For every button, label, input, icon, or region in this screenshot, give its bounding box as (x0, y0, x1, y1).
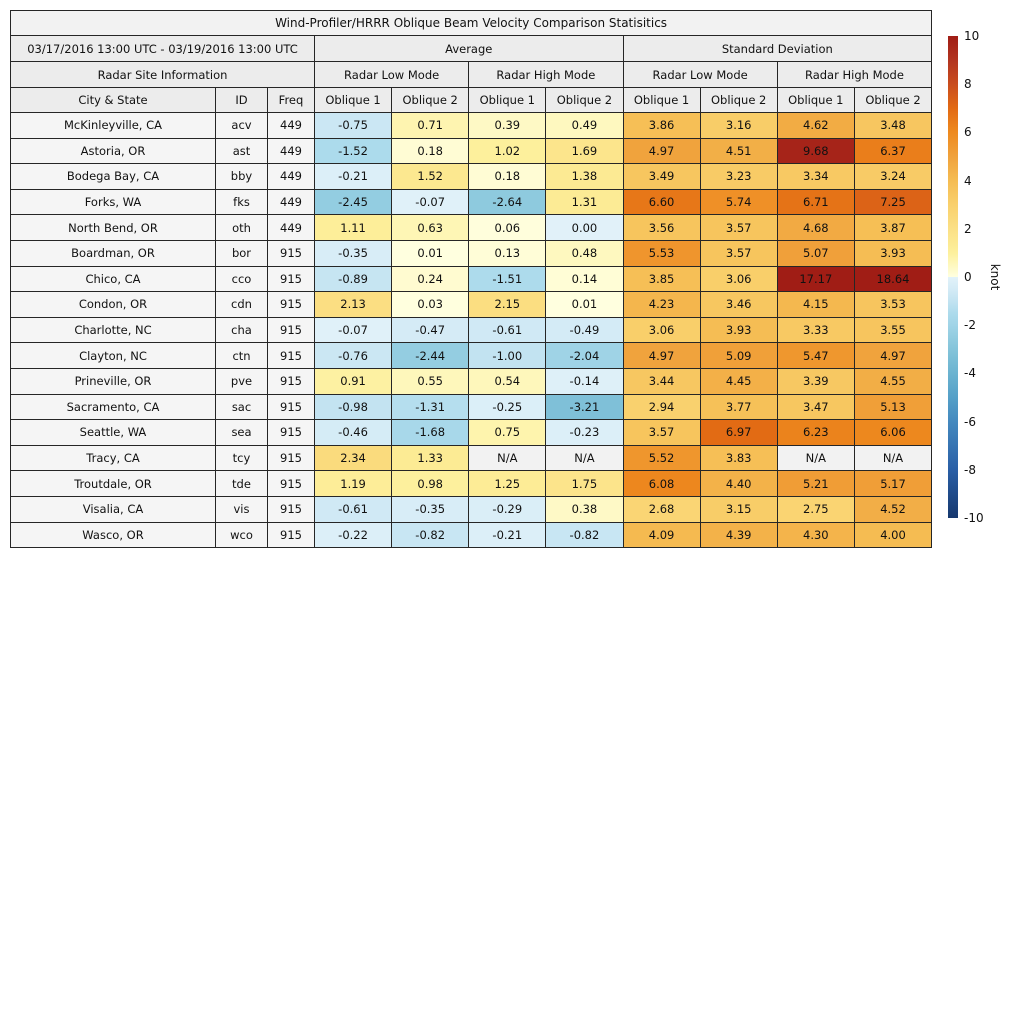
value-cell: 18.64 (854, 266, 931, 292)
value-cell: 3.57 (700, 215, 777, 241)
value-cell: 1.38 (546, 164, 623, 190)
site-city: Boardman, OR (11, 240, 216, 266)
statistics-table-wrapper (10, 10, 931, 548)
value-cell: 1.11 (315, 215, 392, 241)
value-cell: 2.13 (315, 292, 392, 318)
value-cell: 2.34 (315, 445, 392, 471)
site-city: Sacramento, CA (11, 394, 216, 420)
value-cell: 2.94 (623, 394, 700, 420)
value-cell: 4.52 (854, 496, 931, 522)
site-freq: 915 (268, 343, 315, 369)
value-cell: 4.97 (854, 343, 931, 369)
value-cell: 6.97 (700, 420, 777, 446)
site-id: cdn (216, 292, 268, 318)
value-cell: 2.15 (469, 292, 546, 318)
colorbar-tick-label: -6 (964, 414, 976, 429)
site-id: fks (216, 189, 268, 215)
site-id: bor (216, 240, 268, 266)
site-city: Wasco, OR (11, 522, 216, 548)
value-cell: -0.35 (392, 496, 469, 522)
site-city: Condon, OR (11, 292, 216, 318)
colorbar-tick-label: -4 (964, 366, 976, 381)
site-city: Forks, WA (11, 189, 216, 215)
value-cell: -0.61 (315, 496, 392, 522)
value-cell: 17.17 (777, 266, 854, 292)
value-cell: 4.09 (623, 522, 700, 548)
value-cell: 0.13 (469, 240, 546, 266)
value-cell: 1.02 (469, 138, 546, 164)
value-cell: -0.89 (315, 266, 392, 292)
mode-header-row (11, 62, 932, 88)
value-cell: -0.21 (315, 164, 392, 190)
value-cell: -2.44 (392, 343, 469, 369)
site-info-header: Radar Site Information (11, 62, 315, 88)
value-cell: -0.22 (315, 522, 392, 548)
col-header-oblique: Oblique 2 (392, 88, 469, 113)
site-id: sea (216, 420, 268, 446)
value-cell: 1.19 (315, 471, 392, 497)
value-cell: N/A (469, 445, 546, 471)
col-header-oblique: Oblique 2 (854, 88, 931, 113)
colorbar-tick-label: -10 (964, 511, 984, 525)
value-cell: 1.31 (546, 189, 623, 215)
site-city: McKinleyville, CA (11, 113, 216, 139)
colorbar-tick-label: 8 (964, 77, 972, 92)
value-cell: 5.47 (777, 343, 854, 369)
value-cell: 5.74 (700, 189, 777, 215)
site-freq: 915 (268, 445, 315, 471)
value-cell: 3.34 (777, 164, 854, 190)
table-title-row (11, 11, 932, 36)
value-cell: 3.33 (777, 317, 854, 343)
std-group-header: Standard Deviation (623, 36, 932, 62)
value-cell: 4.30 (777, 522, 854, 548)
site-id: ast (216, 138, 268, 164)
value-cell: -0.35 (315, 240, 392, 266)
value-cell: 0.00 (546, 215, 623, 241)
site-city: Visalia, CA (11, 496, 216, 522)
table-row (11, 164, 932, 190)
value-cell: 3.86 (623, 113, 700, 139)
col-header-oblique: Oblique 1 (315, 88, 392, 113)
value-cell: 4.23 (623, 292, 700, 318)
value-cell: -1.51 (469, 266, 546, 292)
value-cell: 1.75 (546, 471, 623, 497)
site-city: Troutdale, OR (11, 471, 216, 497)
site-city: Seattle, WA (11, 420, 216, 446)
table-row (11, 240, 932, 266)
value-cell: 5.17 (854, 471, 931, 497)
table-row (11, 496, 932, 522)
value-cell: -0.47 (392, 317, 469, 343)
table-row (11, 317, 932, 343)
value-cell: 0.14 (546, 266, 623, 292)
value-cell: 4.00 (854, 522, 931, 548)
table-row (11, 471, 932, 497)
value-cell: 3.15 (700, 496, 777, 522)
col-header-id: ID (216, 88, 268, 113)
value-cell: -0.07 (392, 189, 469, 215)
value-cell: 4.40 (700, 471, 777, 497)
value-cell: 0.01 (392, 240, 469, 266)
col-header-oblique: Oblique 1 (623, 88, 700, 113)
value-cell: 0.39 (469, 113, 546, 139)
value-cell: N/A (854, 445, 931, 471)
table-row (11, 368, 932, 394)
value-cell: 3.39 (777, 368, 854, 394)
value-cell: 0.98 (392, 471, 469, 497)
value-cell: 5.07 (777, 240, 854, 266)
site-id: cco (216, 266, 268, 292)
site-freq: 915 (268, 471, 315, 497)
site-freq: 449 (268, 164, 315, 190)
value-cell: 4.62 (777, 113, 854, 139)
value-cell: 3.06 (623, 317, 700, 343)
value-cell: -2.64 (469, 189, 546, 215)
site-city: Tracy, CA (11, 445, 216, 471)
colorbar-tick-label: -2 (964, 318, 976, 333)
table-row (11, 292, 932, 318)
colorbar-tick-label: 10 (964, 29, 980, 43)
site-id: cha (216, 317, 268, 343)
value-cell: -0.98 (315, 394, 392, 420)
value-cell: 0.06 (469, 215, 546, 241)
site-freq: 915 (268, 368, 315, 394)
value-cell: 5.52 (623, 445, 700, 471)
value-cell: 1.52 (392, 164, 469, 190)
col-header-oblique: Oblique 2 (700, 88, 777, 113)
colorbar-tick-label: 6 (964, 125, 972, 140)
value-cell: 3.46 (700, 292, 777, 318)
value-cell: 6.37 (854, 138, 931, 164)
value-cell: -0.25 (469, 394, 546, 420)
colorbar (948, 29, 1024, 525)
site-id: oth (216, 215, 268, 241)
value-cell: 4.51 (700, 138, 777, 164)
value-cell: 4.39 (700, 522, 777, 548)
colorbar-tick-label: 0 (964, 270, 972, 284)
col-header-oblique: Oblique 1 (469, 88, 546, 113)
value-cell: 0.48 (546, 240, 623, 266)
site-freq: 449 (268, 113, 315, 139)
value-cell: 6.23 (777, 420, 854, 446)
value-cell: 0.03 (392, 292, 469, 318)
table-row (11, 420, 932, 446)
value-cell: -0.75 (315, 113, 392, 139)
value-cell: 3.57 (623, 420, 700, 446)
value-cell: 3.93 (700, 317, 777, 343)
value-cell: -0.76 (315, 343, 392, 369)
value-cell: 0.01 (546, 292, 623, 318)
value-cell: -2.45 (315, 189, 392, 215)
site-city: Prineville, OR (11, 368, 216, 394)
value-cell: -2.04 (546, 343, 623, 369)
value-cell: 5.53 (623, 240, 700, 266)
value-cell: 3.56 (623, 215, 700, 241)
value-cell: 4.97 (623, 343, 700, 369)
colorbar-tick-label: 2 (964, 221, 972, 236)
value-cell: 0.24 (392, 266, 469, 292)
mode-header-avg-low: Radar Low Mode (315, 62, 469, 88)
value-cell: 2.68 (623, 496, 700, 522)
colorbar-tick-label: -8 (964, 462, 976, 477)
value-cell: -0.82 (546, 522, 623, 548)
site-freq: 915 (268, 317, 315, 343)
value-cell: -0.82 (392, 522, 469, 548)
col-header-city: City & State (11, 88, 216, 113)
value-cell: 3.55 (854, 317, 931, 343)
value-cell: 1.33 (392, 445, 469, 471)
site-freq: 915 (268, 420, 315, 446)
table-row (11, 445, 932, 471)
site-id: bby (216, 164, 268, 190)
site-id: wco (216, 522, 268, 548)
value-cell: 3.23 (700, 164, 777, 190)
mode-header-std-high: Radar High Mode (777, 62, 931, 88)
mode-header-avg-high: Radar High Mode (469, 62, 623, 88)
value-cell: 2.75 (777, 496, 854, 522)
value-cell: 0.18 (392, 138, 469, 164)
value-cell: 5.09 (700, 343, 777, 369)
table-row (11, 215, 932, 241)
date-range-header: 03/17/2016 13:00 UTC - 03/19/2016 13:00 UTC (11, 36, 315, 62)
value-cell: 3.93 (854, 240, 931, 266)
value-cell: 0.55 (392, 368, 469, 394)
colorbar-gradient (948, 36, 958, 518)
col-header-freq: Freq (268, 88, 315, 113)
site-id: tde (216, 471, 268, 497)
value-cell: 6.08 (623, 471, 700, 497)
average-group-header: Average (315, 36, 624, 62)
site-id: acv (216, 113, 268, 139)
value-cell: -0.61 (469, 317, 546, 343)
value-cell: -0.23 (546, 420, 623, 446)
value-cell: 3.87 (854, 215, 931, 241)
value-cell: 4.97 (623, 138, 700, 164)
value-cell: 4.15 (777, 292, 854, 318)
value-cell: 6.60 (623, 189, 700, 215)
table-row (11, 189, 932, 215)
table-row (11, 394, 932, 420)
table-title: Wind-Profiler/HRRR Oblique Beam Velocity Comparison Statisitics (11, 11, 932, 36)
colorbar-tick-label: 4 (964, 173, 972, 188)
site-freq: 915 (268, 496, 315, 522)
value-cell: 5.13 (854, 394, 931, 420)
value-cell: 3.24 (854, 164, 931, 190)
table-body (11, 113, 932, 548)
value-cell: 3.77 (700, 394, 777, 420)
value-cell: 3.49 (623, 164, 700, 190)
value-cell: 3.47 (777, 394, 854, 420)
value-cell: -3.21 (546, 394, 623, 420)
value-cell: 5.21 (777, 471, 854, 497)
value-cell: -0.49 (546, 317, 623, 343)
value-cell: -1.00 (469, 343, 546, 369)
value-cell: -1.52 (315, 138, 392, 164)
value-cell: 3.06 (700, 266, 777, 292)
value-cell: 9.68 (777, 138, 854, 164)
colorbar-unit-label: knot (988, 263, 1002, 291)
value-cell: -0.21 (469, 522, 546, 548)
value-cell: 0.75 (469, 420, 546, 446)
value-cell: -0.29 (469, 496, 546, 522)
value-cell: 3.85 (623, 266, 700, 292)
value-cell: -0.14 (546, 368, 623, 394)
site-city: North Bend, OR (11, 215, 216, 241)
site-id: vis (216, 496, 268, 522)
table-row (11, 343, 932, 369)
column-header-row (11, 88, 932, 113)
col-header-oblique: Oblique 1 (777, 88, 854, 113)
site-id: sac (216, 394, 268, 420)
value-cell: 3.44 (623, 368, 700, 394)
site-id: ctn (216, 343, 268, 369)
value-cell: 3.16 (700, 113, 777, 139)
site-city: Chico, CA (11, 266, 216, 292)
value-cell: 6.71 (777, 189, 854, 215)
value-cell: 0.49 (546, 113, 623, 139)
site-freq: 915 (268, 394, 315, 420)
value-cell: 4.45 (700, 368, 777, 394)
site-freq: 915 (268, 522, 315, 548)
value-cell: -0.07 (315, 317, 392, 343)
site-id: pve (216, 368, 268, 394)
value-cell: 3.48 (854, 113, 931, 139)
value-cell: 6.06 (854, 420, 931, 446)
value-cell: 0.71 (392, 113, 469, 139)
site-freq: 915 (268, 292, 315, 318)
mode-header-std-low: Radar Low Mode (623, 62, 777, 88)
site-city: Astoria, OR (11, 138, 216, 164)
value-cell: 4.55 (854, 368, 931, 394)
value-cell: 3.83 (700, 445, 777, 471)
site-freq: 449 (268, 138, 315, 164)
value-cell: N/A (777, 445, 854, 471)
table-row (11, 266, 932, 292)
value-cell: N/A (546, 445, 623, 471)
value-cell: 3.53 (854, 292, 931, 318)
value-cell: 0.91 (315, 368, 392, 394)
table-row (11, 113, 932, 139)
value-cell: 1.69 (546, 138, 623, 164)
site-freq: 915 (268, 266, 315, 292)
value-cell: 0.18 (469, 164, 546, 190)
statistics-table (10, 10, 932, 548)
col-header-oblique: Oblique 2 (546, 88, 623, 113)
value-cell: 0.63 (392, 215, 469, 241)
site-freq: 915 (268, 240, 315, 266)
site-city: Clayton, NC (11, 343, 216, 369)
value-cell: -1.31 (392, 394, 469, 420)
value-cell: 0.38 (546, 496, 623, 522)
table-row (11, 138, 932, 164)
site-freq: 449 (268, 215, 315, 241)
value-cell: 0.54 (469, 368, 546, 394)
value-cell: -0.46 (315, 420, 392, 446)
site-city: Bodega Bay, CA (11, 164, 216, 190)
value-cell: -1.68 (392, 420, 469, 446)
site-freq: 449 (268, 189, 315, 215)
value-cell: 1.25 (469, 471, 546, 497)
table-row (11, 522, 932, 548)
site-city: Charlotte, NC (11, 317, 216, 343)
value-cell: 4.68 (777, 215, 854, 241)
value-cell: 7.25 (854, 189, 931, 215)
site-id: tcy (216, 445, 268, 471)
value-cell: 3.57 (700, 240, 777, 266)
group-header-row (11, 36, 932, 62)
